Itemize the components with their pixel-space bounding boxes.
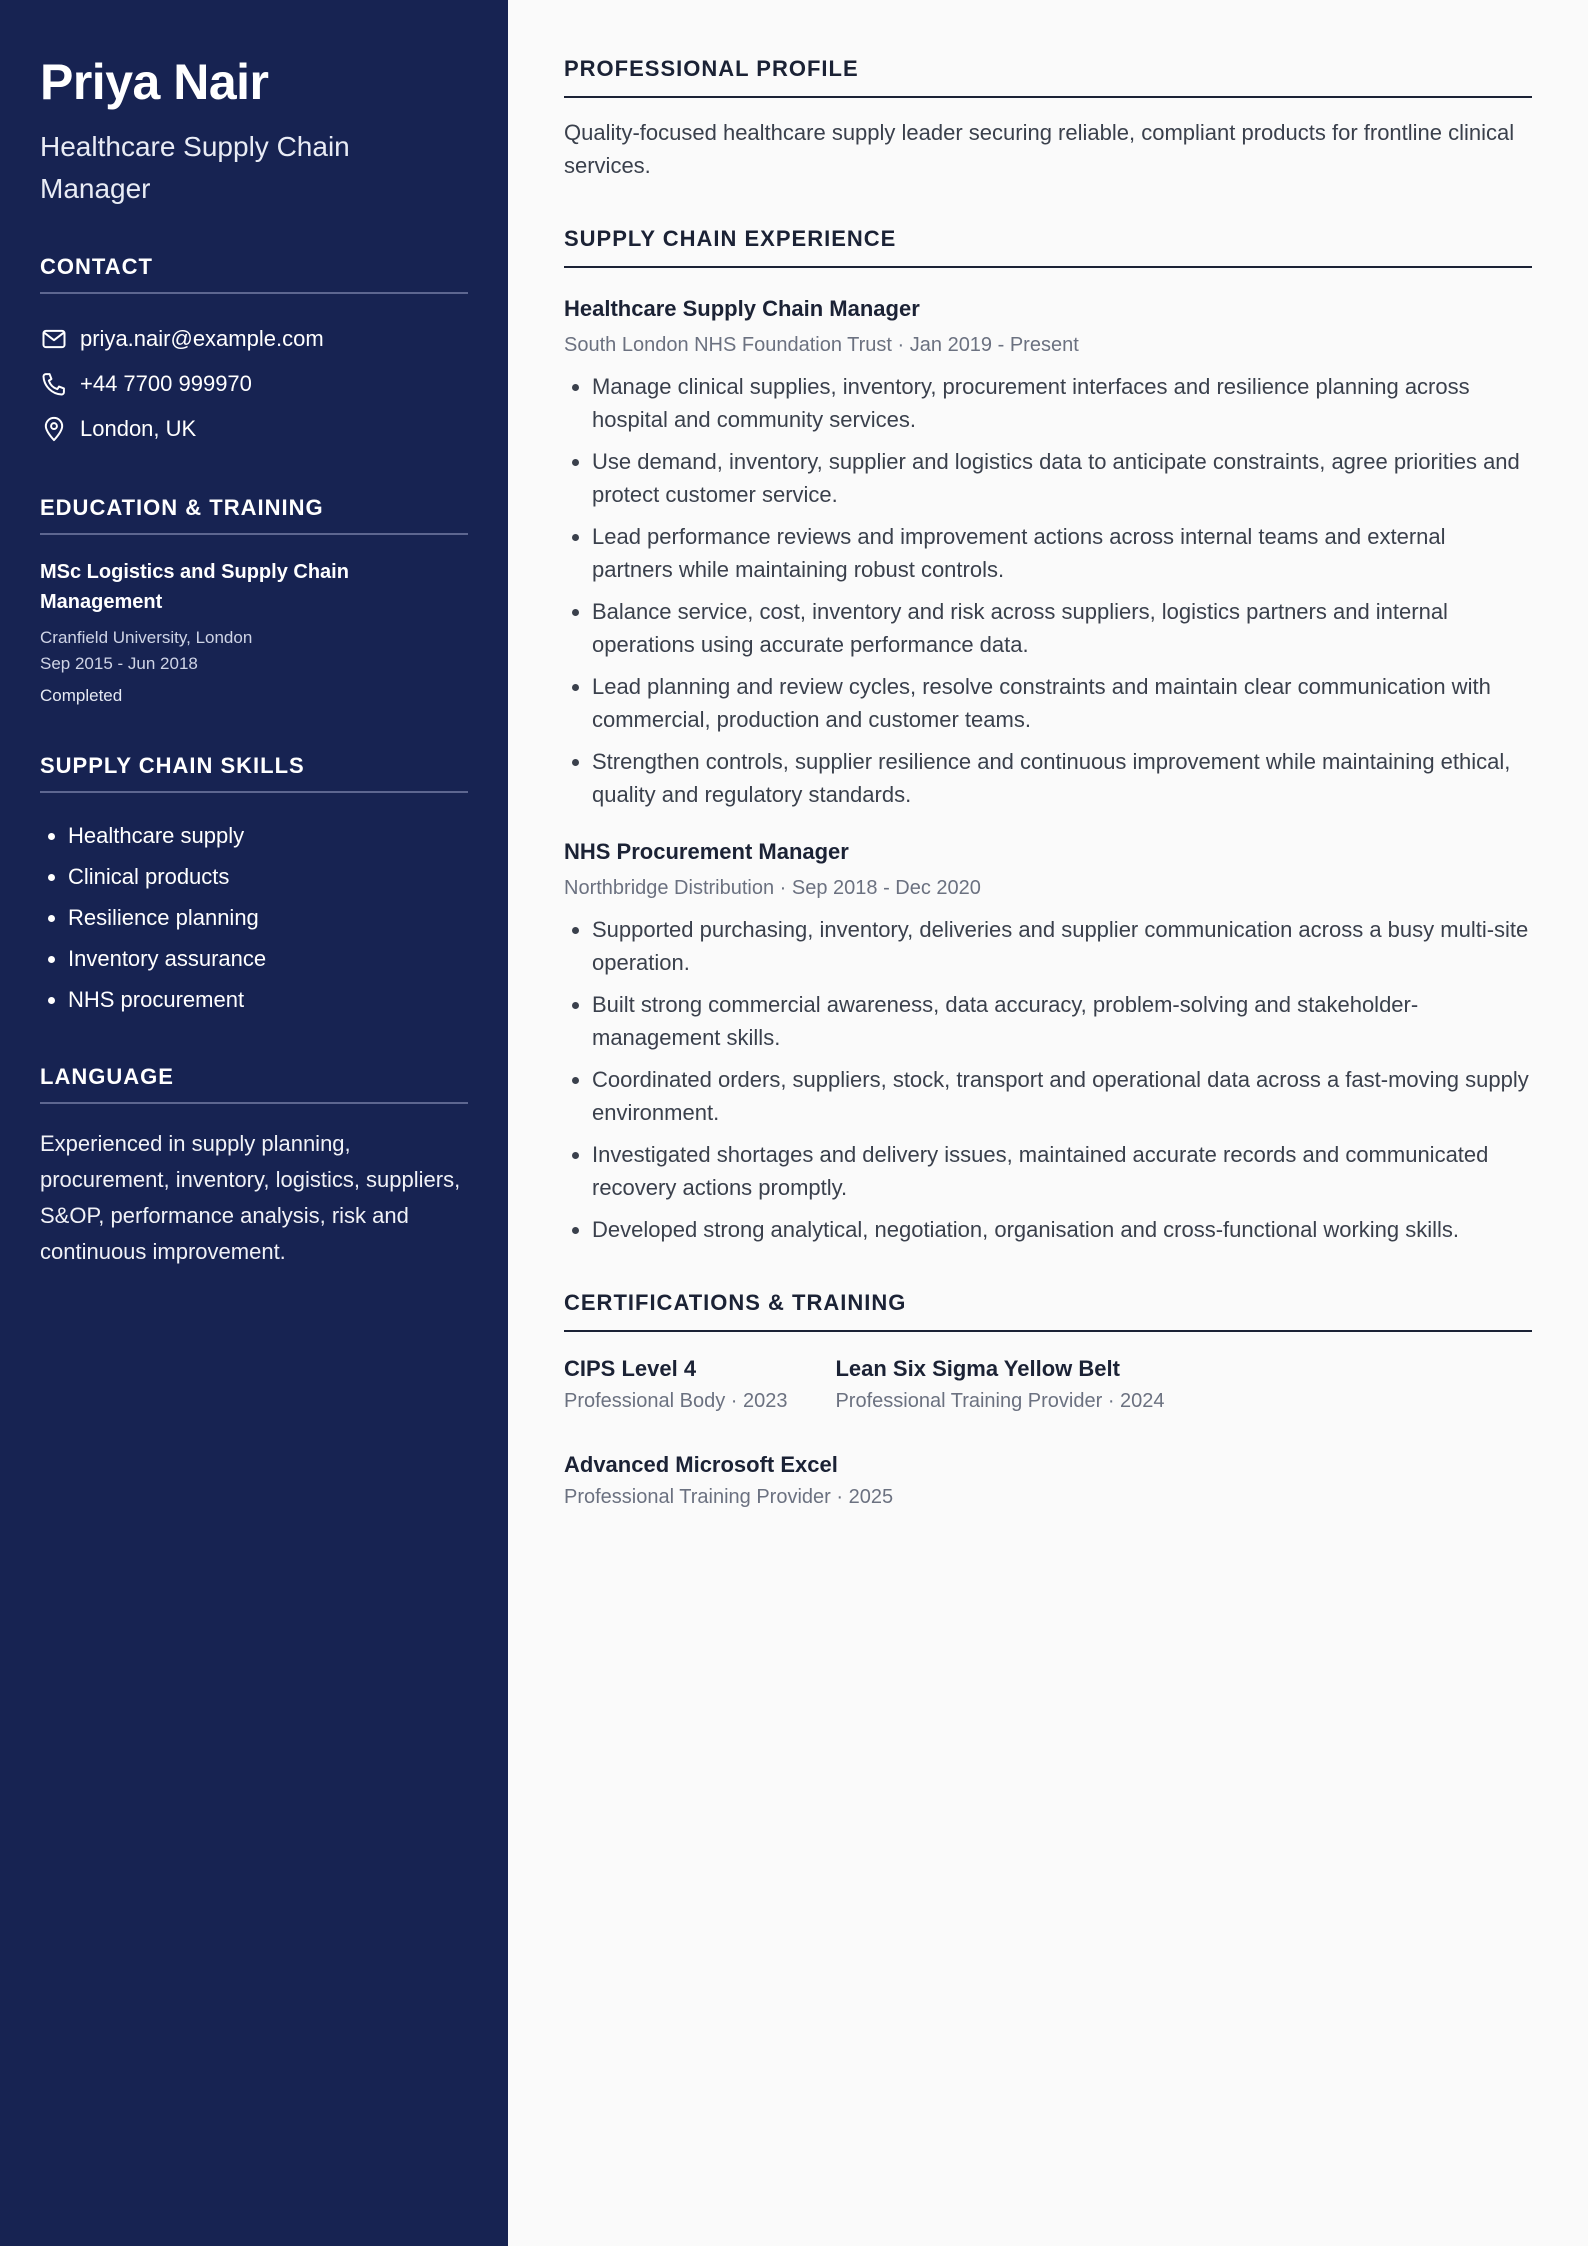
education-institution: Cranfield University, London bbox=[40, 628, 253, 647]
certification-item bbox=[835, 1354, 1164, 1416]
skill-item: • NHS procurement bbox=[68, 979, 468, 1020]
phone-text: +44 7700 999970 bbox=[80, 370, 252, 396]
job-bullet: • Use demand, inventory, supplier and logistics data to anticipate constraints, agree priorities and protect customer service. bbox=[592, 445, 1532, 511]
job-entry bbox=[564, 837, 1532, 1246]
job-bullet: • Balance service, cost, inventory and risk across suppliers, logistics partners and internal operations using accurate performance data. bbox=[592, 595, 1532, 661]
certification-meta: Professional Body · 2023 bbox=[564, 1390, 788, 1412]
job-bullets bbox=[564, 370, 1532, 811]
certification-meta: Professional Training Provider · 2024 bbox=[835, 1390, 1165, 1412]
mail-icon bbox=[40, 325, 68, 353]
experience-heading: SUPPLY CHAIN EXPERIENCE bbox=[564, 226, 1532, 268]
skills-list bbox=[40, 815, 468, 1020]
profile-heading: PROFESSIONAL PROFILE bbox=[564, 56, 1532, 98]
language-heading: LANGUAGE bbox=[40, 1064, 468, 1104]
job-bullet: • Built strong commercial awareness, data accuracy, problem-solving and stakeholder-management skills. bbox=[592, 988, 1532, 1054]
job-meta: Northbridge Distribution · Sep 2018 - Dec 2020 bbox=[564, 877, 981, 899]
job-bullet: • Investigated shortages and delivery issues, maintained accurate records and communicated recovery actions promptly. bbox=[592, 1138, 1532, 1204]
contact-email bbox=[40, 316, 468, 361]
skill-item: • Inventory assurance bbox=[68, 938, 468, 979]
skills-heading: SUPPLY CHAIN SKILLS bbox=[40, 753, 468, 793]
job-bullet: • Coordinated orders, suppliers, stock, transport and operational data across a fast-moving supply environment. bbox=[592, 1063, 1532, 1129]
job-title: NHS Procurement Manager bbox=[564, 839, 849, 864]
job-bullet: • Strengthen controls, supplier resilience and continuous improvement while maintaining ethical, quality and regulatory standards. bbox=[592, 745, 1532, 811]
certification-name: Advanced Microsoft Excel bbox=[564, 1452, 838, 1477]
education-degree: MSc Logistics and Supply Chain Management bbox=[40, 561, 349, 613]
education-status: Completed bbox=[40, 686, 123, 705]
certifications-list bbox=[564, 1354, 1532, 1546]
education-heading: EDUCATION & TRAINING bbox=[40, 495, 468, 535]
certification-name: CIPS Level 4 bbox=[564, 1356, 697, 1381]
contact-heading: CONTACT bbox=[40, 254, 468, 294]
location-text: London, UK bbox=[80, 415, 197, 441]
certification-name: Lean Six Sigma Yellow Belt bbox=[835, 1356, 1120, 1381]
location-pin-icon bbox=[40, 415, 68, 443]
experience-section bbox=[564, 226, 1532, 1246]
email-text: priya.nair@example.com bbox=[80, 325, 324, 351]
job-bullet: • Supported purchasing, inventory, deliveries and supplier communication across a busy multi-site operation. bbox=[592, 913, 1532, 979]
certification-item bbox=[564, 1354, 787, 1416]
job-entry bbox=[564, 294, 1532, 811]
job-bullet: • Developed strong analytical, negotiation, organisation and cross-functional working skills. bbox=[592, 1213, 1532, 1246]
contact-phone bbox=[40, 361, 468, 406]
candidate-role: Healthcare Supply Chain Manager bbox=[40, 131, 350, 204]
job-bullet: • Manage clinical supplies, inventory, procurement interfaces and resilience planning across hospital and community services. bbox=[592, 370, 1532, 436]
job-title: Healthcare Supply Chain Manager bbox=[564, 296, 920, 321]
certification-meta: Professional Training Provider · 2025 bbox=[564, 1486, 894, 1508]
education-entry bbox=[40, 557, 468, 709]
profile-section bbox=[564, 56, 1532, 182]
education-dates: Sep 2015 - Jun 2018 bbox=[40, 654, 198, 673]
certifications-heading: CERTIFICATIONS & TRAINING bbox=[564, 1290, 1532, 1332]
skill-item: • Healthcare supply bbox=[68, 815, 468, 856]
skill-item: • Clinical products bbox=[68, 856, 468, 897]
contact-list bbox=[40, 316, 468, 451]
certifications-section bbox=[564, 1290, 1532, 1546]
job-meta: South London NHS Foundation Trust · Jan 2019 - Present bbox=[564, 334, 1079, 356]
candidate-name: Priya Nair bbox=[40, 54, 269, 110]
certification-item bbox=[564, 1450, 893, 1512]
profile-text: Quality-focused healthcare supply leader securing reliable, compliant products for frontline clinical services. bbox=[564, 120, 1515, 178]
job-bullet: • Lead planning and review cycles, resolve constraints and maintain clear communication with commercial, production and customer teams. bbox=[592, 670, 1532, 736]
language-text: Experienced in supply planning, procurement, inventory, logistics, suppliers, S&OP, performance analysis, risk and continuous improvement. bbox=[40, 1131, 461, 1264]
job-bullet: • Lead performance reviews and improvement actions across internal teams and external partners while maintaining robust controls. bbox=[592, 520, 1532, 586]
sidebar bbox=[0, 0, 508, 2246]
main-content bbox=[508, 0, 1588, 2246]
job-bullets bbox=[564, 913, 1532, 1246]
phone-icon bbox=[40, 370, 68, 398]
skill-item: • Resilience planning bbox=[68, 897, 468, 938]
contact-location bbox=[40, 406, 468, 451]
